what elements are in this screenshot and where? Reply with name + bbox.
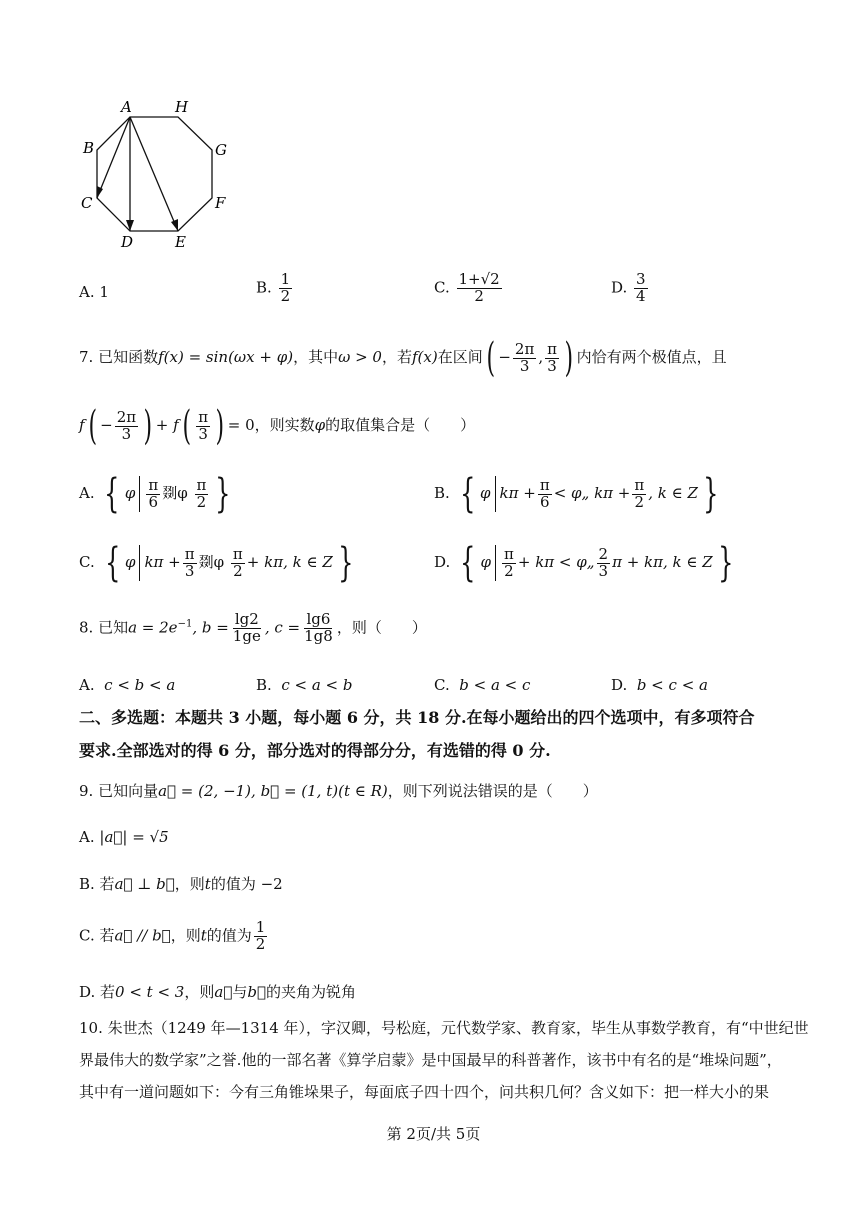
q6-option-c [434,272,504,305]
octagon-figure [75,95,235,255]
q10-line3: 其中有一道问题如下：今有三角锥垛果子，每面底子四十四个，问共积几何？含义如下：把一样大小的果 [79,1083,770,1101]
q9-option-a: A. |a⃗| = √5 [79,828,169,846]
section2-heading-line1: 二、多选题：本题共 3 小题，每小题 6 分，共 18 分.在每小题给出的四个选项中，有多项符合 [79,708,755,727]
vector-ac [97,117,130,198]
q6-option-b-fraction: $\frac{1}{2}$ [280,270,291,305]
arrowhead-d [126,220,134,231]
q8-option-a: A. c < b < a [79,676,176,694]
q9-option-c: C. 若a⃗ // b⃗，则t的值为 $\frac{1}{2}$ [79,918,266,953]
label-a: A [121,98,132,116]
q7-option-d: D. { φ $\frac{\pi}{2}$ + kπ < φ„ $\frac{2}{3}$ π + kπ, k ∈ Z } [434,540,734,586]
q6-option-d-fraction: $\frac{3}{4}$ [636,270,646,305]
q6-option-b [256,272,294,305]
q7-option-c: C. { φ kπ + $\frac{\pi}{3}$ 剟φ $\frac{\pi}{2}$ + kπ, k ∈ Z } [79,540,354,586]
arrowhead-e [171,219,178,231]
q9-option-b: B. 若a⃗ ⊥ b⃗，则t的值为 −2 [79,875,283,893]
label-e: E [175,233,186,251]
q6-option-c-label: C. [434,278,450,297]
q6-option-d [611,272,650,305]
q8-stem: 8. 已知$a = 2e^{-1}$, b = $\frac{\lg 2}{1ge}$ , c = $\frac{\lg 6}{1g8}$ ，则（ ） [79,610,427,645]
q7-option-b: B. { φ kπ + $\frac{\pi}{6}$ < φ„ kπ + $\frac{\pi}{2}$ , k ∈ Z } [434,471,719,517]
label-c: C [81,194,93,212]
label-h: H [175,98,189,116]
q6-option-d-label: D. [611,278,628,297]
q8-option-c: C. b < a < c [434,676,531,694]
arrowhead-c [97,186,103,198]
q9-option-d: D. 若0 < t < 3，则a⃗与b⃗的夹角为锐角 [79,983,356,1001]
q6-option-b-label: B. [256,278,272,297]
vector-ae [130,117,178,231]
label-f: F [215,194,226,212]
q7-option-a: A. { φ $\frac{\pi}{6}$ 剟φ $\frac{\pi}{2}$ } [79,471,231,517]
q10-line2: 界最伟大的数学家”之誉.他的一部名著《算学启蒙》是中国最早的科普著作，该书中有名的是“堆垛问题”， [79,1051,782,1069]
q8-option-d: D. b < c < a [611,676,708,694]
q10-line1: 10. 朱世杰（1249 年—1314 年），字汉卿，号松庭，元代数学家、教育家，毕生从事数学教育，有“中世纪世 [79,1019,809,1037]
q7-stem-line1: 7. 已知函数f(x) = sin(ωx + φ)，其中ω > 0，若f(x)在区间( − $\frac{2\pi}{3}$ , $\frac{\pi}{3}$ ) 内恰有两个极值点，且 [79,335,727,381]
section2-heading-line2: 要求.全部选对的得 6 分，部分选对的得部分分，有选错的得 0 分. [79,741,551,760]
label-d: D [121,233,134,251]
label-b: B [83,139,95,157]
q6-option-c-fraction: $\frac{1+√2}{2}$ [458,270,500,305]
q6-option-a: A. 1 [79,283,109,301]
q9-stem: 9. 已知向量a⃗ = (2, −1), b⃗ = (1, t)(t ∈ R)，则下列说法错误的是（ ） [79,782,598,800]
label-g: G [215,141,227,159]
page-footer: 第 2页/共 5页 [386,1125,481,1143]
q7-stem-line2: f( − $\frac{2\pi}{3}$ ) + f( $\frac{\pi}{3}$ ) = 0，则实数φ的取值集合是（ ） [79,403,476,449]
q8-option-b: B. c < a < b [256,676,353,694]
